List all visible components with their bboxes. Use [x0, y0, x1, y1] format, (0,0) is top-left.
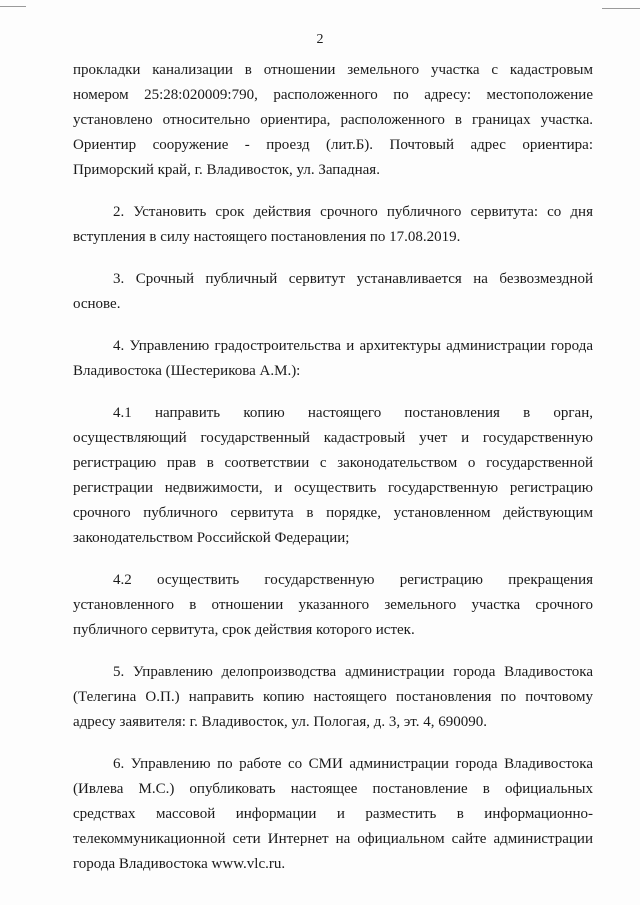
text-line: установлено относительно ориентира, расположенного в границах участка.: [73, 112, 593, 128]
paragraph-item-5: [73, 660, 593, 735]
text-line: срочного публичного сервитута в порядке, установленном действующим: [73, 505, 593, 521]
text-line: 5. Управлению делопроизводства администрации города Владивостока: [113, 664, 593, 680]
paragraph-item-6: [73, 752, 593, 877]
text-line: регистрацию прав в соответствии с законодательством о государственной: [73, 455, 593, 471]
text-line: 4.2 осуществить государственную регистрацию прекращения: [113, 572, 593, 588]
text-line: вступления в силу настоящего постановления по 17.08.2019.: [73, 229, 461, 245]
text-line: прокладки канализации в отношении земельного участка с кадастровым: [73, 62, 593, 78]
paragraph-item-2: [73, 200, 593, 250]
text-line: установленного в отношении указанного земельного участка срочного: [73, 597, 593, 613]
text-line: Владивостока (Шестерикова А.М.):: [73, 363, 301, 379]
text-line: телекоммуникационной сети Интернет на официальном сайте администрации: [73, 831, 593, 847]
page-number: 2: [316, 32, 324, 47]
scan-edge-mark-right: [602, 8, 640, 9]
text-line: публичного сервитута, срок действия которого истек.: [73, 622, 415, 638]
paragraph-item-3: [73, 267, 593, 317]
text-line: основе.: [73, 296, 121, 312]
text-line: города Владивостока www.vlc.ru.: [73, 856, 286, 872]
text-line: 4. Управлению градостроительства и архитектуры администрации города: [113, 338, 593, 354]
text-line: 6. Управлению по работе со СМИ администрации города Владивостока: [113, 756, 593, 772]
paragraph-item-4-1: [73, 401, 593, 551]
text-line: Приморский край, г. Владивосток, ул. Западная.: [73, 162, 380, 178]
paragraph-continuation: [73, 58, 593, 183]
text-line: законодательством Российской Федерации;: [73, 530, 350, 546]
paragraph-item-4: [73, 334, 593, 384]
text-line: Ориентир сооружение - проезд (лит.Б). Почтовый адрес ориентира:: [73, 137, 593, 153]
document-body: [73, 58, 593, 894]
paragraph-item-4-2: [73, 568, 593, 643]
text-line: 4.1 направить копию настоящего постановления в орган,: [113, 405, 593, 421]
text-line: (Телегина О.П.) направить копию настоящего постановления по почтовому: [73, 689, 593, 705]
text-line: 2. Установить срок действия срочного публичного сервитута: со дня: [113, 204, 593, 220]
text-line: средствах массовой информации и разместить в информационно-: [73, 806, 593, 822]
text-line: адресу заявителя: г. Владивосток, ул. Пологая, д. 3, эт. 4, 690090.: [73, 714, 487, 730]
text-line: регистрации недвижимости, и осуществить государственную регистрацию: [73, 480, 593, 496]
text-line: (Ивлева М.С.) опубликовать настоящее постановление в официальных: [73, 781, 593, 797]
scan-edge-mark-left: [0, 6, 26, 7]
text-line: 3. Срочный публичный сервитут устанавливается на безвозмездной: [113, 271, 593, 287]
text-line: осуществляющий государственный кадастровый учет и государственную: [73, 430, 593, 446]
text-line: номером 25:28:020009:790, расположенного по адресу: местоположение: [73, 87, 593, 103]
